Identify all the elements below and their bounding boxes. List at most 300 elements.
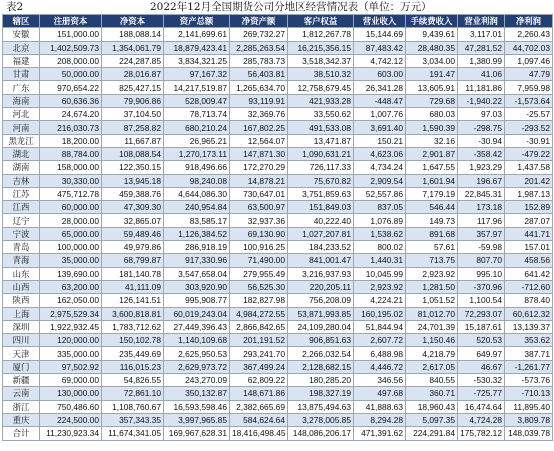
value-cell: 1,647.55 [406, 161, 458, 174]
region-cell: 云南 [3, 387, 40, 400]
value-cell: 148,086,206.17 [288, 427, 354, 440]
table-row [3, 161, 553, 174]
value-cell: 285,783.73 [230, 54, 288, 67]
value-cell: 169,967,628.31 [164, 427, 230, 440]
value-cell: -712.60 [505, 280, 553, 293]
value-cell: 62,809.22 [230, 374, 288, 387]
table-row [3, 307, 553, 320]
table-title: 2022年12月全国期货公司分地区经营情况表（单位：万元） [150, 1, 432, 13]
value-cell: 100,000.00 [40, 241, 102, 254]
value-cell: 3,034.00 [406, 54, 458, 67]
value-cell: 182,827.98 [230, 294, 288, 307]
value-cell: 3,278,005.85 [288, 413, 354, 426]
value-cell: 1,108,760.67 [102, 400, 164, 413]
value-cell: 75,670.82 [288, 174, 354, 187]
value-cell: 3,518,342.37 [288, 54, 354, 67]
value-cell: 188,088.14 [102, 28, 164, 41]
value-cell: -1,261.77 [505, 360, 553, 373]
value-cell: 151,849.03 [288, 201, 354, 214]
value-cell: 224,287.85 [102, 54, 164, 67]
value-cell: 30,330.00 [40, 174, 102, 187]
value-cell: 1,601.94 [406, 174, 458, 187]
value-cell: 1,265,634.70 [230, 81, 288, 94]
table-row [3, 360, 553, 373]
region-cell: 福建 [3, 54, 40, 67]
value-cell: 353.62 [505, 334, 553, 347]
value-cell: 1,150.46 [406, 334, 458, 347]
table-row [3, 81, 553, 94]
table-row [3, 214, 553, 227]
value-cell: 11,895.40 [505, 400, 553, 413]
value-cell: 32,369.76 [230, 108, 288, 121]
value-cell: -30.94 [458, 134, 505, 147]
table-row [3, 147, 553, 160]
value-cell: 216,030.73 [40, 121, 102, 134]
region-cell: 黑龙江 [3, 134, 40, 147]
value-cell: -725.77 [458, 387, 505, 400]
value-cell: 2,607.72 [354, 334, 406, 347]
table-row [3, 241, 553, 254]
value-cell: 491,533.08 [288, 121, 354, 134]
value-cell: 713.75 [406, 254, 458, 267]
value-cell: 18,879,423.41 [164, 41, 230, 54]
value-cell: 53,871,993.85 [288, 307, 354, 320]
region-cell: 宁波 [3, 227, 40, 240]
value-cell: 1,140,109.68 [164, 334, 230, 347]
value-cell: 1,097.46 [505, 54, 553, 67]
value-cell: 98,240.08 [164, 174, 230, 187]
value-cell: 243,270.09 [164, 374, 230, 387]
value-cell: 33,550.62 [288, 108, 354, 121]
value-cell: 47,281.52 [458, 41, 505, 54]
value-cell: 840.55 [406, 374, 458, 387]
value-cell: 441.71 [505, 227, 553, 240]
value-cell: 2,923.92 [354, 280, 406, 293]
table-row [3, 334, 553, 347]
region-cell: 河南 [3, 121, 40, 134]
value-cell: 97,167.32 [164, 68, 230, 81]
value-cell: 27,449,396.43 [164, 320, 230, 333]
value-cell: 546.44 [406, 201, 458, 214]
value-cell: 730,647.01 [230, 187, 288, 200]
column-header: 净资产额 [230, 15, 288, 28]
value-cell: 350,132.87 [164, 387, 230, 400]
table-row [3, 374, 553, 387]
value-cell: 148,671.86 [230, 387, 288, 400]
regional-operations-table [2, 14, 553, 441]
value-cell: 1,100.54 [458, 294, 505, 307]
value-cell: 584,624.64 [230, 413, 288, 426]
value-cell: 47.79 [505, 68, 553, 81]
value-cell: 2,923.92 [406, 267, 458, 280]
value-cell: 18,416,498.45 [230, 427, 288, 440]
value-cell: 71,490.00 [230, 254, 288, 267]
value-cell: 7,959.98 [505, 81, 553, 94]
value-cell: 287.07 [505, 214, 553, 227]
value-cell: 69,130.90 [230, 227, 288, 240]
value-cell: 69,000.00 [40, 374, 102, 387]
value-cell: 162,050.00 [40, 294, 102, 307]
value-cell: 149.73 [406, 214, 458, 227]
value-cell: 12,564.07 [230, 134, 288, 147]
value-cell: 4,446.72 [354, 360, 406, 373]
value-cell: 917,330.96 [164, 254, 230, 267]
value-cell: 5,097.35 [406, 413, 458, 426]
value-cell: 3,547,658.04 [164, 267, 230, 280]
value-cell: 878.40 [505, 294, 553, 307]
region-cell: 甘肃 [3, 68, 40, 81]
column-header: 净资本 [102, 15, 164, 28]
region-cell: 厦门 [3, 360, 40, 373]
value-cell: 32,937.36 [230, 214, 288, 227]
value-cell: 906,851.63 [288, 334, 354, 347]
value-cell: 800.02 [354, 241, 406, 254]
value-cell: 13,875,494.63 [288, 400, 354, 413]
value-cell: 649.97 [458, 347, 505, 360]
value-cell: 201.42 [505, 174, 553, 187]
value-cell: 303,920.90 [164, 280, 230, 293]
table-row [3, 347, 553, 360]
value-cell: 117.96 [458, 214, 505, 227]
value-cell: 293,241.70 [230, 347, 288, 360]
value-cell: 4,218.79 [406, 347, 458, 360]
value-cell: 269,732.27 [230, 28, 288, 41]
value-cell: 16,593,598.46 [164, 400, 230, 413]
region-cell: 四川 [3, 334, 40, 347]
value-cell: 15,144.69 [354, 28, 406, 41]
table-row [3, 280, 553, 293]
value-cell: 1,402,509.73 [40, 41, 102, 54]
value-cell: 56,525.30 [230, 280, 288, 293]
value-cell: 50,000.00 [40, 68, 102, 81]
value-cell: 841,001.47 [288, 254, 354, 267]
value-cell: 750,486.60 [40, 400, 102, 413]
value-cell: 18,960.43 [406, 400, 458, 413]
value-cell: 2,617.05 [406, 360, 458, 373]
value-cell: 175,782.12 [458, 427, 505, 440]
value-cell: 497.68 [354, 387, 406, 400]
value-cell: 891.68 [406, 227, 458, 240]
value-cell: 52,557.86 [354, 187, 406, 200]
value-cell: 181,140.78 [102, 267, 164, 280]
value-cell: 2,260.43 [505, 28, 553, 41]
value-cell: 167,802.25 [230, 121, 288, 134]
value-cell: 49,979.86 [102, 241, 164, 254]
value-cell: 360.71 [406, 387, 458, 400]
value-cell: 41,888.63 [354, 400, 406, 413]
value-cell: 4,224.21 [354, 294, 406, 307]
value-cell: 65,000.00 [40, 227, 102, 240]
value-cell: 4,984,272.55 [230, 307, 288, 320]
value-cell: 6,488.98 [354, 347, 406, 360]
value-cell: 15,187.61 [458, 320, 505, 333]
value-cell: 88,784.00 [40, 147, 102, 160]
value-cell: 2,382,665.69 [230, 400, 288, 413]
value-cell: 2,141,699.61 [164, 28, 230, 41]
value-cell: -448.47 [354, 94, 406, 107]
value-cell: 60,000.00 [40, 201, 102, 214]
value-cell: 10,045.99 [354, 267, 406, 280]
value-cell: 2,975,529.34 [40, 307, 102, 320]
value-cell: 1,987.13 [505, 187, 553, 200]
value-cell: -293.52 [505, 121, 553, 134]
region-cell: 湖北 [3, 147, 40, 160]
value-cell: 1,090,631.21 [288, 147, 354, 160]
region-cell: 天津 [3, 347, 40, 360]
value-cell: -479.22 [505, 147, 553, 160]
table-row [3, 400, 553, 413]
value-cell: 1,923.29 [458, 161, 505, 174]
value-cell: 108,088.54 [102, 147, 164, 160]
table-row [3, 108, 553, 121]
value-cell: 28,000.00 [40, 214, 102, 227]
value-cell: -25.57 [505, 108, 553, 121]
value-cell: 24,109,280.04 [288, 320, 354, 333]
region-cell: 上海 [3, 307, 40, 320]
value-cell: 224,291.84 [406, 427, 458, 440]
value-cell: 729.68 [406, 94, 458, 107]
value-cell: 995,908.77 [164, 294, 230, 307]
table-row [3, 254, 553, 267]
value-cell: 4,623.06 [354, 147, 406, 160]
value-cell: 37,104.50 [102, 108, 164, 121]
value-cell: 63,200.00 [40, 280, 102, 293]
value-cell: 825,427.15 [102, 81, 164, 94]
table-row [3, 413, 553, 426]
value-cell: 807.70 [458, 254, 505, 267]
value-cell: 130,000.00 [40, 387, 102, 400]
value-cell: 24,701.39 [406, 320, 458, 333]
region-cell: 海南 [3, 94, 40, 107]
table-row [3, 294, 553, 307]
value-cell: 41,111.09 [102, 280, 164, 293]
value-cell: 198,327.19 [288, 387, 354, 400]
value-cell: 3,834,321.25 [164, 54, 230, 67]
value-cell: 1,440.31 [354, 254, 406, 267]
value-cell: 79,906.86 [102, 94, 164, 107]
value-cell: 184,233.52 [288, 241, 354, 254]
value-cell: 120,000.00 [40, 334, 102, 347]
value-cell: 38,510.32 [288, 68, 354, 81]
value-cell: 35,000.00 [40, 254, 102, 267]
value-cell: 2,909.54 [354, 174, 406, 187]
value-cell: 63,500.97 [230, 201, 288, 214]
value-cell: 970,654.22 [40, 81, 102, 94]
value-cell: 2,901.87 [406, 147, 458, 160]
value-cell: 150,102.78 [102, 334, 164, 347]
value-cell: 1,354,061.79 [102, 41, 164, 54]
value-cell: 2,625,950.53 [164, 347, 230, 360]
value-cell: 97,502.92 [40, 360, 102, 373]
column-header: 营业利润 [458, 15, 505, 28]
value-cell: 2,285,263.54 [230, 41, 288, 54]
value-cell: 3,691.40 [354, 121, 406, 134]
value-cell: 72,861.10 [102, 387, 164, 400]
region-cell: 深圳 [3, 320, 40, 333]
value-cell: 756,208.09 [288, 294, 354, 307]
value-cell: 11,667.87 [102, 134, 164, 147]
value-cell: 59,489.46 [102, 227, 164, 240]
value-cell: 46.67 [458, 360, 505, 373]
value-cell: 139,690.00 [40, 267, 102, 280]
value-cell: 172,270.29 [230, 161, 288, 174]
value-cell: 995.10 [458, 267, 505, 280]
value-cell: 3,751,859.63 [288, 187, 354, 200]
region-cell: 山西 [3, 280, 40, 293]
value-cell: 346.56 [354, 374, 406, 387]
value-cell: 68,799.87 [102, 254, 164, 267]
value-cell: -298.75 [458, 121, 505, 134]
value-cell: 220,205.11 [288, 280, 354, 293]
value-cell: 4,734.24 [354, 161, 406, 174]
value-cell: 357,343.35 [102, 413, 164, 426]
value-cell: -358.42 [458, 147, 505, 160]
region-cell: 陕西 [3, 294, 40, 307]
value-cell: 44,702.03 [505, 41, 553, 54]
value-cell: 13,605.91 [406, 81, 458, 94]
table-row [3, 68, 553, 81]
value-cell: 13,471.87 [288, 134, 354, 147]
value-cell: 13,139.37 [505, 320, 553, 333]
value-cell: 1,437.58 [505, 161, 553, 174]
value-cell: 421,933.28 [288, 94, 354, 107]
value-cell: 387.71 [505, 347, 553, 360]
value-cell: 57.61 [406, 241, 458, 254]
table-row [3, 201, 553, 214]
value-cell: -573.76 [505, 374, 553, 387]
value-cell: 41.06 [458, 68, 505, 81]
value-cell: 4,644,086.30 [164, 187, 230, 200]
value-cell: 1,281.50 [406, 280, 458, 293]
value-cell: 1,590.39 [406, 121, 458, 134]
value-cell: 2,266,032.54 [288, 347, 354, 360]
region-cell: 安徽 [3, 28, 40, 41]
value-cell: 357.97 [458, 227, 505, 240]
value-cell: 918,496.66 [164, 161, 230, 174]
value-cell: 26,341.28 [354, 81, 406, 94]
value-cell: 100,916.25 [230, 241, 288, 254]
value-cell: 1,812,267.78 [288, 28, 354, 41]
value-cell: 83,585.17 [164, 214, 230, 227]
value-cell: 54,826.55 [102, 374, 164, 387]
value-cell: 93,119.91 [230, 94, 288, 107]
value-cell: 180,285.20 [288, 374, 354, 387]
region-cell: 青岛 [3, 241, 40, 254]
value-cell: 3,117.01 [458, 28, 505, 41]
value-cell: -30.91 [505, 134, 553, 147]
value-cell: 16,215,356.15 [288, 41, 354, 54]
value-cell: 286,918.19 [164, 241, 230, 254]
value-cell: 641.42 [505, 267, 553, 280]
column-header: 辖区 [3, 15, 40, 28]
value-cell: 3,600,818.81 [102, 307, 164, 320]
column-header: 手续费收入 [406, 15, 458, 28]
value-cell: 116,015.23 [102, 360, 164, 373]
value-cell: 367,499.24 [230, 360, 288, 373]
table-row [3, 227, 553, 240]
value-cell: 1,380.99 [458, 54, 505, 67]
value-cell: 1,270,173.11 [164, 147, 230, 160]
value-cell: -530.32 [458, 374, 505, 387]
column-header: 资产总额 [164, 15, 230, 28]
value-cell: 9,439.61 [406, 28, 458, 41]
value-cell: 4,724.28 [458, 413, 505, 426]
value-cell: 11,181.86 [458, 81, 505, 94]
value-cell: 1,126,384.52 [164, 227, 230, 240]
value-cell: 1,076.89 [354, 214, 406, 227]
table-row [3, 320, 553, 333]
value-cell: 7,179.19 [406, 187, 458, 200]
region-cell: 辽宁 [3, 214, 40, 227]
value-cell: 56,403.81 [230, 68, 288, 81]
value-cell: 837.05 [354, 201, 406, 214]
header-row [3, 15, 553, 28]
value-cell: 8,294.28 [354, 413, 406, 426]
value-cell: 235,449.69 [102, 347, 164, 360]
value-cell: 24,674.20 [40, 108, 102, 121]
table-row [3, 267, 553, 280]
value-cell: 81,012.70 [406, 307, 458, 320]
value-cell: 459,388.76 [102, 187, 164, 200]
value-cell: 3,997,965.85 [164, 413, 230, 426]
value-cell: 1,783,712.62 [102, 320, 164, 333]
column-header: 营业收入 [354, 15, 406, 28]
value-cell: -1,573.64 [505, 94, 553, 107]
region-cell: 山东 [3, 267, 40, 280]
value-cell: 40,222.40 [288, 214, 354, 227]
value-cell: 1,538.62 [354, 227, 406, 240]
value-cell: 28,480.35 [406, 41, 458, 54]
value-cell: 3,809.78 [505, 413, 553, 426]
table-row [3, 41, 553, 54]
value-cell: 157.01 [505, 241, 553, 254]
value-cell: 520.53 [458, 334, 505, 347]
value-cell: 726,117.33 [288, 161, 354, 174]
value-cell: 26,965.21 [164, 134, 230, 147]
value-cell: 32,865.07 [102, 214, 164, 227]
value-cell: 51,844.94 [354, 320, 406, 333]
region-cell: 江西 [3, 201, 40, 214]
value-cell: 47,309.30 [102, 201, 164, 214]
table-row [3, 28, 553, 41]
value-cell: 60,019,243.04 [164, 307, 230, 320]
table-number: 表2 [6, 1, 24, 13]
value-cell: 458.56 [505, 254, 553, 267]
table-row [3, 174, 553, 187]
value-cell: 148,039.78 [505, 427, 553, 440]
value-cell: 87,483.42 [354, 41, 406, 54]
value-cell: 680.03 [406, 108, 458, 121]
value-cell: 603.00 [354, 68, 406, 81]
value-cell: 28,016.87 [102, 68, 164, 81]
region-cell: 河北 [3, 108, 40, 121]
value-cell: 196.67 [458, 174, 505, 187]
value-cell: 1,922,932.45 [40, 320, 102, 333]
table-row [3, 387, 553, 400]
region-cell: 江苏 [3, 187, 40, 200]
value-cell: 22,845.31 [458, 187, 505, 200]
value-cell: 151,000.00 [40, 28, 102, 41]
value-cell: 18,200.00 [40, 134, 102, 147]
value-cell: 14,217,519.87 [164, 81, 230, 94]
region-cell: 新疆 [3, 374, 40, 387]
value-cell: 72,293.07 [458, 307, 505, 320]
value-cell: 11,230,923.34 [40, 427, 102, 440]
region-cell: 广东 [3, 81, 40, 94]
total-row [3, 427, 553, 440]
value-cell: 680,210.24 [164, 121, 230, 134]
value-cell: 191.47 [406, 68, 458, 81]
